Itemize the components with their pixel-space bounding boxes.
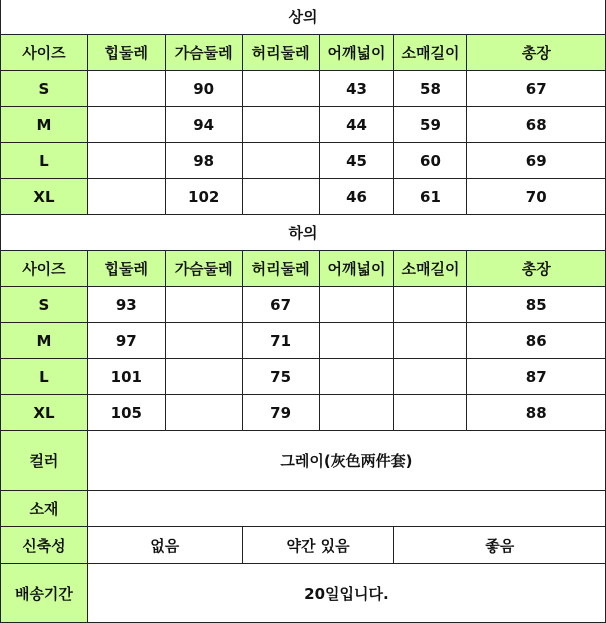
- length-cell: 70: [467, 179, 606, 215]
- shipping-row: [1, 564, 606, 623]
- size-cell: XL: [1, 395, 88, 431]
- size-cell: M: [1, 323, 88, 359]
- chest-cell: [165, 395, 242, 431]
- header-hip: 힙둘레: [87, 251, 165, 287]
- length-cell: 67: [467, 71, 606, 107]
- stretch-option-good: 좋음: [394, 527, 606, 564]
- size-cell: L: [1, 359, 88, 395]
- hip-cell: [87, 107, 165, 143]
- length-cell: 86: [467, 323, 606, 359]
- waist-cell: [242, 179, 319, 215]
- shoulder-cell: 45: [319, 143, 394, 179]
- waist-cell: [242, 71, 319, 107]
- table-row: [1, 71, 606, 107]
- sleeve-cell: 58: [394, 71, 467, 107]
- chest-cell: 102: [165, 179, 242, 215]
- header-hip: 힙둘레: [87, 35, 165, 71]
- shoulder-cell: 43: [319, 71, 394, 107]
- length-cell: 69: [467, 143, 606, 179]
- stretch-label: 신축성: [1, 527, 88, 564]
- material-row: [1, 491, 606, 527]
- header-sleeve: 소매길이: [394, 251, 467, 287]
- header-waist: 허리둘레: [242, 35, 319, 71]
- color-value: 그레이(灰色两件套): [87, 431, 605, 491]
- header-size: 사이즈: [1, 251, 88, 287]
- chest-cell: [165, 323, 242, 359]
- stretch-row: [1, 527, 606, 564]
- length-cell: 88: [467, 395, 606, 431]
- header-shoulder: 어깨넓이: [319, 35, 394, 71]
- header-length: 총장: [467, 251, 606, 287]
- color-label: 컬러: [1, 431, 88, 491]
- chest-cell: [165, 359, 242, 395]
- material-label: 소재: [1, 491, 88, 527]
- table-row: [1, 395, 606, 431]
- size-cell: S: [1, 287, 88, 323]
- waist-cell: 71: [242, 323, 319, 359]
- sleeve-cell: 61: [394, 179, 467, 215]
- size-cell: M: [1, 107, 88, 143]
- hip-cell: [87, 143, 165, 179]
- table-row: [1, 287, 606, 323]
- length-cell: 85: [467, 287, 606, 323]
- table-row: [1, 323, 606, 359]
- header-size: 사이즈: [1, 35, 88, 71]
- shoulder-cell: [319, 359, 394, 395]
- sleeve-cell: [394, 359, 467, 395]
- sleeve-cell: [394, 323, 467, 359]
- hip-cell: [87, 179, 165, 215]
- table-row: [1, 359, 606, 395]
- chest-cell: 90: [165, 71, 242, 107]
- size-cell: XL: [1, 179, 88, 215]
- top-header-row: [1, 35, 606, 71]
- chest-cell: 94: [165, 107, 242, 143]
- material-value: [87, 491, 605, 527]
- header-chest: 가슴둘레: [165, 35, 242, 71]
- hip-cell: 105: [87, 395, 165, 431]
- shoulder-cell: 44: [319, 107, 394, 143]
- shoulder-cell: [319, 287, 394, 323]
- waist-cell: 67: [242, 287, 319, 323]
- table-row: [1, 179, 606, 215]
- sleeve-cell: 60: [394, 143, 467, 179]
- table-row: [1, 143, 606, 179]
- size-cell: S: [1, 71, 88, 107]
- chest-cell: 98: [165, 143, 242, 179]
- shipping-label: 배송기간: [1, 564, 88, 623]
- header-length: 총장: [467, 35, 606, 71]
- hip-cell: 93: [87, 287, 165, 323]
- sleeve-cell: [394, 287, 467, 323]
- sleeve-cell: 59: [394, 107, 467, 143]
- waist-cell: [242, 107, 319, 143]
- waist-cell: 79: [242, 395, 319, 431]
- shoulder-cell: [319, 323, 394, 359]
- header-waist: 허리둘레: [242, 251, 319, 287]
- bottom-section-title: 하의: [1, 215, 606, 251]
- header-shoulder: 어깨넓이: [319, 251, 394, 287]
- bottom-header-row: [1, 251, 606, 287]
- stretch-option-none: 없음: [87, 527, 242, 564]
- size-cell: L: [1, 143, 88, 179]
- chest-cell: [165, 287, 242, 323]
- hip-cell: 97: [87, 323, 165, 359]
- sleeve-cell: [394, 395, 467, 431]
- color-row: [1, 431, 606, 491]
- stretch-option-some: 약간 있음: [242, 527, 394, 564]
- top-section-title: 상의: [1, 0, 606, 35]
- table-row: [1, 107, 606, 143]
- waist-cell: [242, 143, 319, 179]
- length-cell: 68: [467, 107, 606, 143]
- length-cell: 87: [467, 359, 606, 395]
- waist-cell: 75: [242, 359, 319, 395]
- shoulder-cell: 46: [319, 179, 394, 215]
- shipping-value: 20일입니다.: [87, 564, 605, 623]
- header-sleeve: 소매길이: [394, 35, 467, 71]
- hip-cell: [87, 71, 165, 107]
- header-chest: 가슴둘레: [165, 251, 242, 287]
- shoulder-cell: [319, 395, 394, 431]
- hip-cell: 101: [87, 359, 165, 395]
